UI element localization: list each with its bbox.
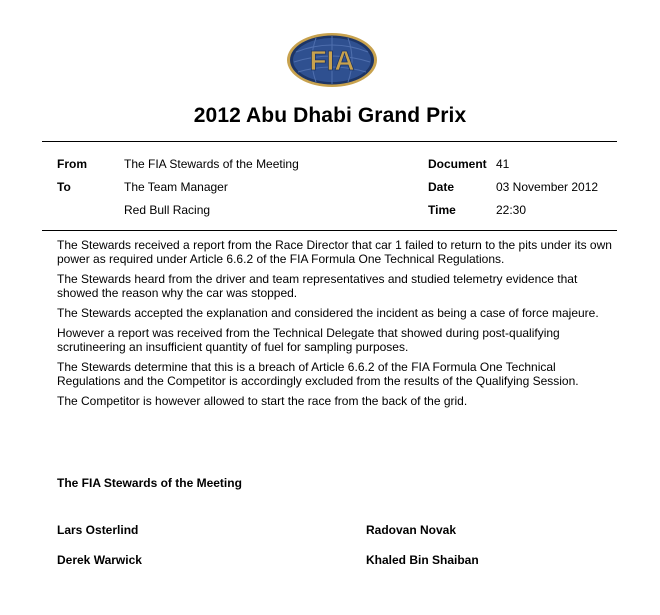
from-value: The FIA Stewards of the Meeting bbox=[124, 157, 299, 171]
paragraph: The Stewards determine that this is a breach of Article 6.6.2 of the FIA Formula One Technical Regulations and the Competitor is accordingly excluded from the results of the Qualifying Session. bbox=[57, 360, 579, 388]
fia-logo bbox=[286, 32, 378, 88]
document-value: 41 bbox=[496, 157, 510, 171]
document-label: Document bbox=[428, 157, 487, 171]
from-label: From bbox=[57, 157, 87, 171]
paragraph: The Competitor is however allowed to start the race from the back of the grid. bbox=[57, 394, 468, 408]
header-top-divider bbox=[42, 141, 617, 142]
header-bottom-divider bbox=[42, 230, 617, 231]
to-label: To bbox=[57, 180, 71, 194]
date-value: 03 November 2012 bbox=[496, 180, 599, 194]
paragraph: The Stewards accepted the explanation and considered the incident as being a case of force majeure. bbox=[57, 306, 599, 320]
date-label: Date bbox=[428, 180, 455, 194]
time-value: 22:30 bbox=[496, 203, 527, 217]
stewards-title: The FIA Stewards of the Meeting bbox=[57, 476, 242, 490]
time-label: Time bbox=[428, 203, 456, 217]
to-value-line1: The Team Manager bbox=[124, 180, 228, 194]
page-title: 2012 Abu Dhabi Grand Prix bbox=[193, 104, 467, 127]
steward-name: Lars Osterlind bbox=[57, 523, 139, 537]
paragraph: The Stewards received a report from the Race Director that car 1 failed to return to the pits under its own power as required under Article 6.6.2 of the FIA Formula One Technical Regulations. bbox=[57, 238, 612, 266]
paragraph: However a report was received from the Technical Delegate that showed during post-qualifying scrutineering an insufficient quantity of fuel for sampling purposes. bbox=[57, 326, 560, 354]
paragraph: The Stewards heard from the driver and team representatives and studied telemetry evidence that showed the reason why the car was stopped. bbox=[57, 272, 578, 300]
steward-name: Derek Warwick bbox=[57, 553, 142, 567]
decision-text bbox=[57, 238, 612, 414]
to-value-line2: Red Bull Racing bbox=[124, 203, 211, 217]
fia-logo-lettering: FIA bbox=[309, 45, 355, 76]
steward-name: Radovan Novak bbox=[366, 523, 457, 537]
fia-logo-icon bbox=[286, 32, 378, 88]
steward-name: Khaled Bin Shaiban bbox=[366, 553, 479, 567]
